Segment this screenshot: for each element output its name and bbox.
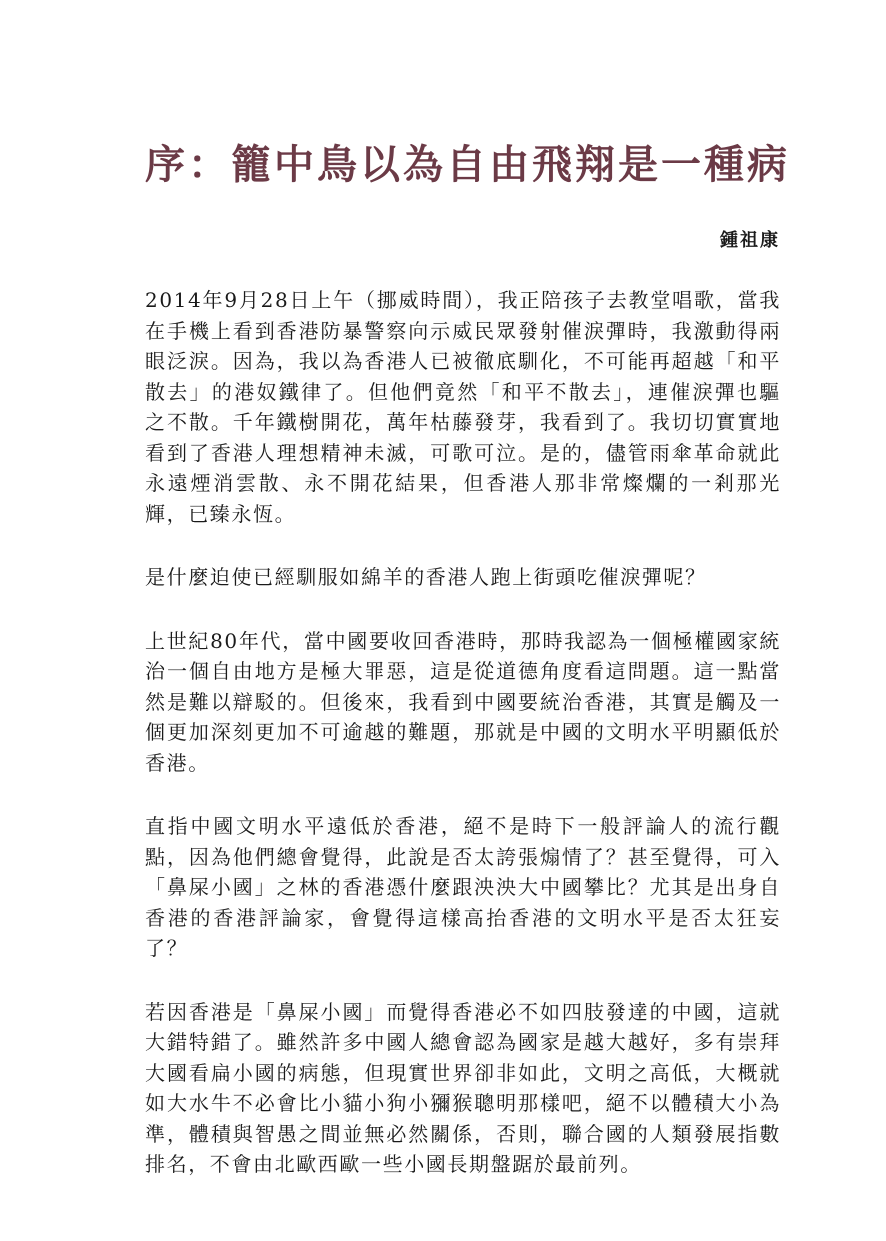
paragraph: 若因香港是「鼻屎小國」而覺得香港必不如四肢發達的中國，這就大錯特錯了。雖然許多中國人總會認為國家是越大越好，多有崇拜大國看扁小國的病態，但現實世界卻非如此，文明之高低，大概就如大水牛不必會比小貓小狗小獼猴聰明那樣吧，絕不以體積大小為準，體積與智愚之間並無必然關係，否則，聯合國的人類發展指數排名，不會由北歐西歐一些小國長期盤踞於最前列。	[145, 999, 781, 1176]
paragraph: 2014年9月28日上午（挪威時間），我正陪孩子去教堂唱歌，當我在手機上看到香港防暴警察向示威民眾發射催淚彈時，我激動得兩眼泛淚。因為，我以為香港人已被徹底馴化，不可能再超越「和平散去」的港奴鐵律了。但他們竟然「和平不散去」，連催淚彈也驅之不散。千年鐵樹開花，萬年枯藤發芽，我看到了。我切切實實地看到了香港人理想精神未滅，可歌可泣。是的，儘管雨傘革命就此永遠煙消雲散、永不開花結果，但香港人那非常燦爛的一剎那光輝，已臻永恆。	[145, 288, 781, 526]
author-name: 鍾祖康	[720, 230, 780, 251]
page-title: 序：籠中鳥以為自由飛翔是一種病	[145, 140, 790, 188]
paragraph: 上世紀80年代，當中國要收回香港時，那時我認為一個極權國家統治一個自由地方是極大罪惡，這是從道德角度看這問題。這一點當然是難以辯駁的。但後來，我看到中國要統治香港，其實是觸及一個更加深刻更加不可逾越的難題，那就是中國的文明水平明顯低於香港。	[145, 628, 781, 775]
article-body	[145, 285, 781, 1213]
paragraph: 是什麼迫使已經馴服如綿羊的香港人跑上街頭吃催淚彈呢？	[145, 565, 707, 589]
paragraph: 直指中國文明水平遠低於香港，絕不是時下一般評論人的流行觀點，因為他們總會覺得，此說是否太誇張煽情了？甚至覺得，可入「鼻屎小國」之林的香港憑什麼跟泱泱大中國攀比？尤其是出身自香港的香港評論家，會覺得這樣高抬香港的文明水平是否太狂妄了？	[145, 814, 781, 960]
